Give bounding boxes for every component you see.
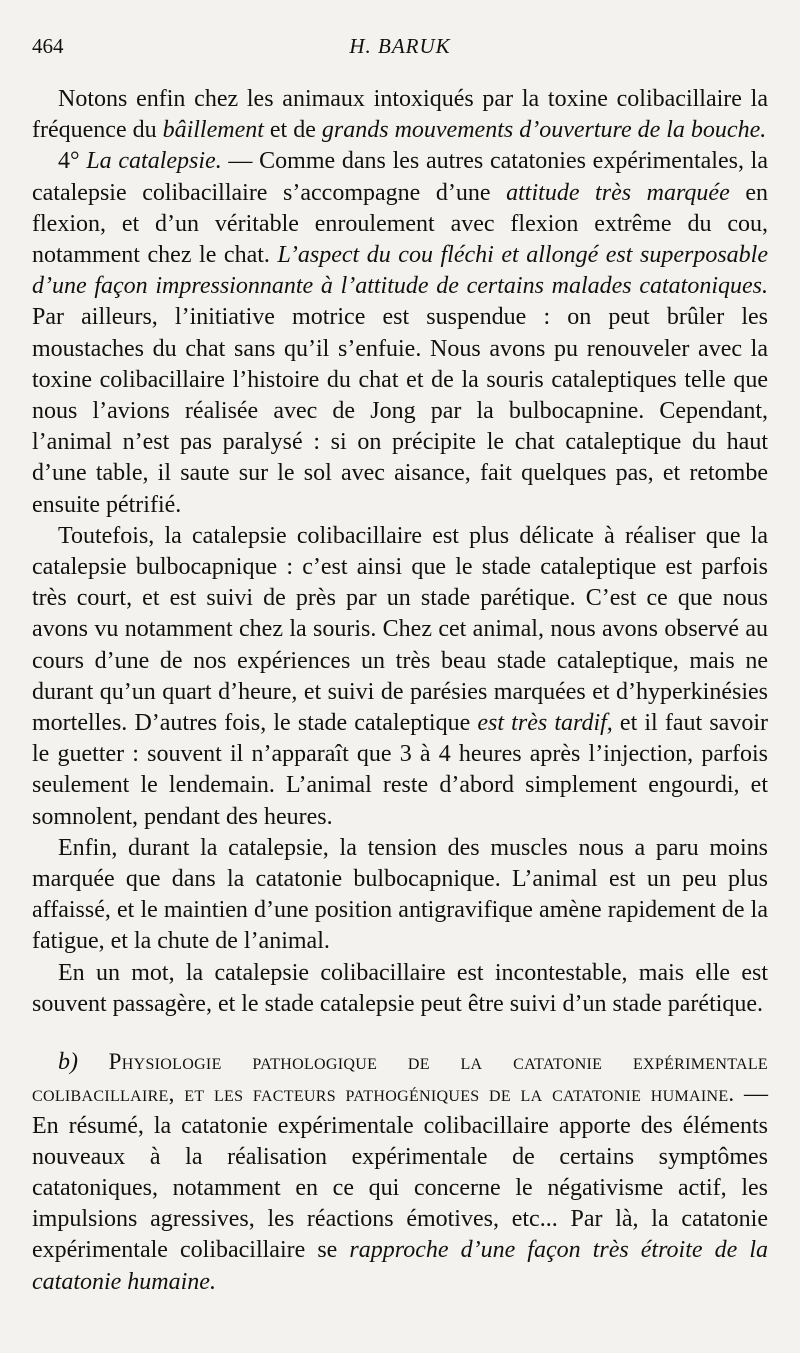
italic-text-segment: bâillement bbox=[162, 117, 264, 144]
italic-text-segment: La catalepsie. bbox=[86, 148, 222, 175]
italic-text-segment: grands mouvements d’ouverture de la bouche. bbox=[321, 117, 767, 144]
italic-text-segment: L’aspect du cou fléchi et allongé est superposable d’une façon impressionnante à l’attitude de certains malades catatoniques. bbox=[32, 242, 768, 300]
paragraph bbox=[32, 146, 768, 520]
paragraph bbox=[32, 84, 768, 146]
page-number: 464 bbox=[32, 34, 64, 58]
page-header bbox=[32, 34, 768, 64]
italic-text-segment: attitude très marquée bbox=[506, 179, 730, 206]
text-segment: Toutefois, la catalepsie colibacillaire est plus délicate à réaliser que la catalepsie bulbocapnique : c’est ainsi que le stade cataleptique est parfois très court, et est suivi de près par un stade parétique. C’est ce que nous avons vu notamment chez la souris. Chez cet animal, nous avons observé au cours d’une de nos expériences un très beau stade cataleptique, mais ne durant qu’un quart d’heure, et suivi de parésies marquées et d’hyperkinésies mortelles. D’autres fois, le stade cataleptique bbox=[32, 522, 768, 737]
text-segment: En un mot, la catalepsie colibacillaire est incontestable, mais elle est souvent passagère, et le stade catalepsie peut être suivi d’un stade parétique. bbox=[32, 959, 768, 1017]
section-text: — En résumé, la catatonie expérimentale colibacillaire apporte des éléments nouveaux à la réalisation expérimentale de certains symptômes catatoniques, notamment en ce qui concerne le négativisme actif, les impulsions agressives, les réactions émotives, etc... Par là, la catatonie expérimentale colibacillaire se bbox=[32, 1081, 768, 1264]
paragraph bbox=[32, 521, 768, 833]
section-b-paragraph bbox=[32, 1046, 768, 1298]
italic-text-segment: est très tardif, bbox=[477, 710, 613, 737]
section-text-italic: rapproche d’une façon très étroite de la catatonie humaine. bbox=[32, 1237, 768, 1295]
text-segment: en flexion, et d’un véritable enroulement avec flexion extrême du cou, notamment chez le chat. bbox=[32, 179, 768, 269]
paragraph bbox=[32, 958, 768, 1020]
section-letter: b) bbox=[58, 1049, 78, 1076]
text-segment: Notons enfin chez les animaux intoxiqués par la toxine colibacillaire la fréquence du bbox=[32, 86, 768, 144]
text-segment: 4° bbox=[58, 148, 87, 175]
paragraph bbox=[32, 833, 768, 958]
text-segment: et il faut savoir le guetter : souvent il n’apparaît que 3 à 4 heures après l’injection, parfois seulement le lendemain. L’animal reste d’abord simplement engourdi, et somnolent, pendant des heures. bbox=[32, 710, 768, 830]
body-text bbox=[32, 84, 768, 1298]
text-segment: Enfin, durant la catalepsie, la tension des muscles nous a paru moins marquée que dans la catatonie bulbocapnique. L’animal est un peu plus affaissé, et le maintien d’une position antigravifique amène rapidement de la fatigue, et la chute de l’animal. bbox=[32, 834, 768, 955]
text-segment: Par ailleurs, l’initiative motrice est suspendue : on peut brûler les moustaches du chat sans qu’il s’enfuie. Nous avons pu renouveler avec la toxine colibacillaire l’histoire du chat et de la souris cataleptiques telle que nous l’avions réalisée avec de Jong par la bulbocapnine. Cependant, l’animal n’est pas paralysé : si on précipite le chat cataleptique du haut d’une table, il saute sur le sol avec aisance, fait quelques pas, et retombe ensuite pétrifié. bbox=[32, 304, 768, 518]
text-segment: — Comme dans les autres catatonies expérimentales, la catalepsie colibacillaire s’accompagne d’une bbox=[32, 148, 768, 206]
running-head: H. BARUK bbox=[349, 34, 451, 58]
section-heading: Physiologie pathologique de la catatonie expérimentale colibacillaire, et les facteurs pathogéniques de la catatonie humaine. bbox=[32, 1049, 769, 1107]
text-segment: et de bbox=[263, 117, 322, 144]
